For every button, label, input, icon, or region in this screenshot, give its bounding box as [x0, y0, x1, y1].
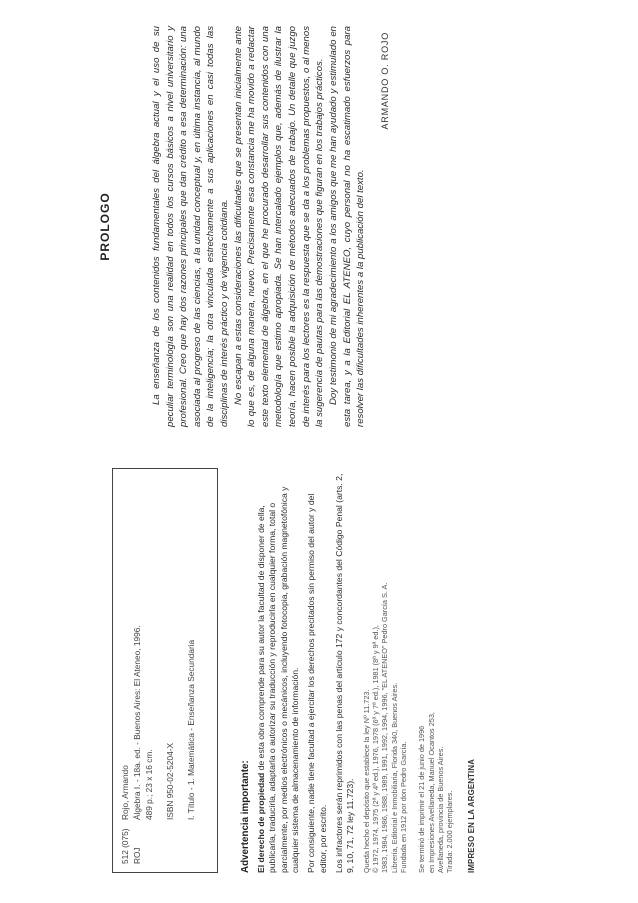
legal-line: 1983, 1984, 1986, 1988, 1989, 1991, 1992, 1994, 1996, "EL ATENEO" Pedro García S. A. [380, 582, 390, 873]
print-line: Tirada: 2.000 ejemplares. [445, 790, 455, 873]
copyright-page [0, 453, 638, 903]
prologue-page [0, 0, 638, 451]
catalog-isbn: ISBN 950-02-5204-X [165, 742, 176, 820]
legal-line: © 1972, 1974, 1975 (2ª y 4ª ed.), 1976, 1978 (6ª y 7ª ed.), 1981 (8ª y 9ª ed.), [371, 625, 381, 873]
print-info [417, 471, 454, 873]
catalog-card [112, 468, 218, 873]
prologue-body [150, 26, 368, 427]
warning-lead: El derecho de propiedad [256, 772, 266, 873]
warning-paragraph [256, 471, 301, 873]
catalog-title-line: Álgebra I. - 18a. ed. - Buenos Aires: El Ateneo, 1996. [132, 625, 143, 820]
print-line: Avellaneda, provincia de Buenos Aires. [436, 746, 446, 873]
warning-rest: de esta obra comprende para su autor la facultad de disponer de ella, publicarla, traducirla, adaptarla o autorizar su traducción y reproducirla en cualquier forma, total o parcialmente, por medios electrónicos o mecánicos, incluyendo fotocopia, grabación magnetofónica y cualquier sistema de almacenamiento de información. [256, 486, 301, 873]
prologue-title: PROLOGO [98, 192, 112, 261]
prologue-paragraph: No escapan a estas consideraciones las dificultades que se presentan inicialmente ante lo que es, de alguna manera, nuevo. Precisamente esa constancia me ha movido a redactar este texto elemental de álgebra, en el que he procurado desarrollar sus contenidos con una metodología que estimo apropiada. Se han intercalado ejemplos que, además de ilustrar la teoría, hacen posible la adquisición de métodos adecuados de trabajo. Un detalle que juzgo de interés para los lectores es la respuesta que se da a los problemas propuestos, o al menos la sugerencia de pautas para las demostraciones que figuran en los trabajos prácticos. [232, 26, 326, 427]
prologue-paragraph: La enseñanza de los contenidos fundamentales del álgebra actual y el uso de su peculiar terminología son una realidad en todos los cursos básicos a nivel universitario y profesional. Creo que hay dos razones principales que dan crédito a esa determinación: una asociada al progreso de las ciencias, a la unidad conceptual y, en última instancia, al mundo de la inteligencia; la otra vinculada estrechamente a sus aplicaciones en casi todas las disciplinas de interés práctico y de vigencia cotidiana. [151, 26, 231, 427]
legal-deposit [362, 471, 409, 873]
prologue-paragraph: Doy testimonio de mi agradecimiento a los amigos que me han ayudado y estimulado en esta tarea, y a la Editorial EL ATENEO, cuyo personal no ha escatimado esfuerzos para resolver las dificultades inherentes a la publicación del texto. [327, 26, 367, 427]
legal-line: Librería, Editorial e Inmobiliaria, Florida 340, Buenos Aires. [389, 682, 399, 873]
catalog-author: Rojo, Armando [120, 765, 130, 820]
catalog-code: 512 (075) [120, 828, 130, 864]
catalog-row [164, 477, 176, 864]
catalog-physical-line: 489 p.; 23 x 16 cm. [144, 749, 155, 820]
warning-paragraph: Los infractores serán reprimidos con las penas del artículo 172 y concordantes del Código Penal (arts. 2, 9, 10, 71, 72 ley 11.723). [334, 473, 356, 873]
legal-line: Fundada en 1912 por don Pedro García. [399, 741, 409, 873]
catalog-row [185, 477, 197, 864]
catalog-code: ROJ [132, 847, 143, 864]
warning-title: Advertencia importante: [240, 760, 251, 873]
prologue-signature: ARMANDO O. ROJO [379, 32, 390, 130]
print-line: Se terminó de imprimir el 21 de junio de 1996 [417, 725, 427, 873]
printed-in: IMPRESO EN LA ARGENTINA [466, 758, 476, 873]
print-line: en Impresiones Avellaneda, Manuel Ocantos 253, [426, 712, 436, 873]
catalog-row [131, 477, 155, 864]
warning-text [256, 471, 357, 873]
catalog-row [119, 477, 131, 864]
catalog-subjects: I. Título - 1. Matemática - Enseñanza Secundaria [186, 639, 197, 820]
warning-paragraph: Por consiguiente, nadie tiene facultad a ejercitar los derechos precitados sin permiso del autor y del editor, por escrito. [306, 493, 328, 873]
legal-line: Queda hecho el depósito que establece la ley Nº 11.723. [361, 689, 371, 873]
